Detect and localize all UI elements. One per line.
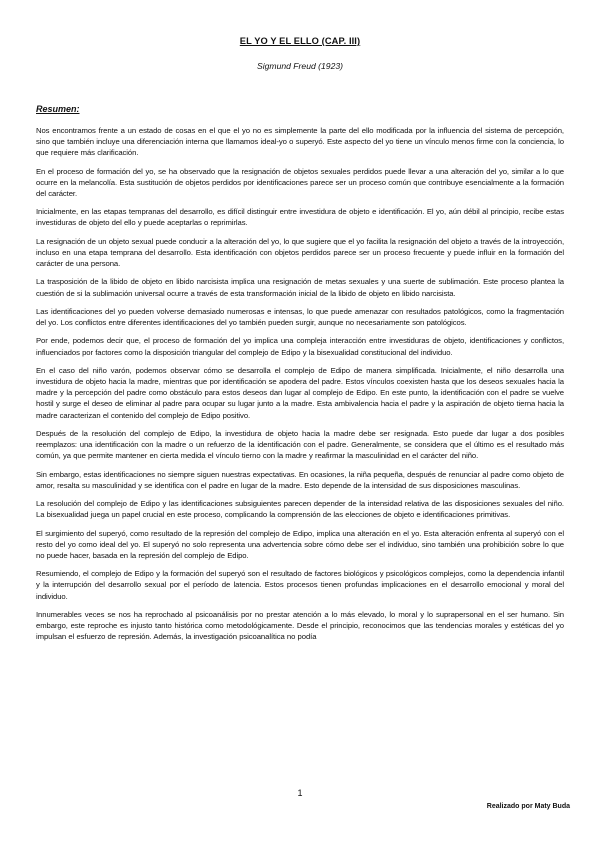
paragraph-4: La resignación de un objeto sexual puede conducir a la alteración del yo, lo que sugiere que el yo facilita la resignación del objeto a través de la introyección, incluso en una etapa temprana del desarrollo. Esta identificación con objetos perdidos parece ser un proceso frecuente y puede influir en la formación del carácter de una persona. (36, 236, 564, 269)
paragraph-13: Resumiendo, el complejo de Edipo y la formación del superyó son el resultado de factores biológicos y psicológicos complejos, como la dependencia infantil y la interrupción del desarrollo sexual por el período de latencia. Estos procesos tienen profundas implicaciones en el desarrollo emocional y moral del individuo. (36, 569, 564, 601)
paragraph-8: En el caso del niño varón, podemos observar cómo se desarrolla el complejo de Edipo de manera simplificada. Inicialmente, el niño desarrolla una investidura de objeto hacia la madre, mientras que por identificación se apodera del padre. Estos vínculos coexisten hasta que los deseos sexuales hacia la madre y la percepción del padre como obstáculo para estos deseos dan lugar al complejo de Edipo. En este punto, la identificación con el padre se vuelve hostil y surge el deseo de eliminar al padre para ocupar su lugar junto a la madre. Esta ambivalencia hacia el padre y la aspiración de objeto tierna hacia la madre caracterizan el contenido del complejo de Edipo positivo. (36, 365, 564, 420)
author-credit: Realizado por Maty Buda (486, 803, 570, 810)
document-body (36, 125, 564, 650)
paragraph-11: La resolución del complejo de Edipo y las identificaciones subsiguientes parecen depender de la intensidad relativa de las disposiciones sexuales del niño. La bisexualidad juega un papel crucial en este proceso, complicando la comprensión de las elecciones de objeto e identificaciones primitivas. (36, 499, 564, 520)
summary-heading: Resumen: (36, 104, 80, 114)
paragraph-5: La trasposición de la libido de objeto en libido narcisista implica una resignación de metas sexuales y una suerte de sublimación. Este proceso plantea la cuestión de si la sublimación universal ocurre a través de esta transformación inicial de la libido de objeto en libido narcisista. (36, 277, 564, 298)
paragraph-9: Después de la resolución del complejo de Edipo, la investidura de objeto hacia la madre debe ser resignada. Esto puede dar lugar a dos posibles reemplazos: una identificación con la madre o un refuerzo de la identificación con el padre. Generalmente, se considera que el último es el resultado más común, ya que permite mantener en cierta medida el vínculo tierno con la madre y reafirmar la masculinidad en el carácter del niño. (36, 428, 564, 461)
paragraph-6: Las identificaciones del yo pueden volverse demasiado numerosas e intensas, lo que puede amenazar con resultados patológicos, como la fragmentación del yo. Los conflictos entre diferentes identificaciones del yo también pueden surgir, aunque no necesariamente son patológicos. (36, 306, 564, 328)
paragraph-7: Por ende, podemos decir que, el proceso de formación del yo implica una compleja interacción entre investiduras de objeto, identificaciones y conflictos, influenciados por factores como la disposición triangular del complejo de Edipo y la bisexualidad constitucional del individuo. (36, 336, 564, 357)
paragraph-1: Nos encontramos frente a un estado de cosas en el que el yo no es simplemente la parte del ello modificada por la influencia del sistema de percepción, sino que también incluye una diferenciación interna que llamamos ideal-yo o superyó. Este aspecto del yo tiene un vínculo menos firme con la conciencia, lo que requiere más clarificación. (36, 126, 564, 158)
paragraph-12: El surgimiento del superyó, como resultado de la represión del complejo de Edipo, implica una alteración en el yo. Esta alteración enfrenta al superyó con el resto del yo como ideal del yo. El superyó no solo representa una advertencia sobre cómo debe ser el individuo, sino también una prohibición sobre lo que no puede hacer, basada en la represión del complejo de Edipo. (36, 528, 564, 560)
document-title: EL YO Y EL ELLO (CAP. III) (239, 36, 361, 46)
paragraph-3: Inicialmente, en las etapas tempranas del desarrollo, es difícil distinguir entre investidura de objeto e identificación. El yo, aún débil al principio, recibe estas investiduras de objeto del ello y puede aceptarlas o reprimirlas. (36, 207, 564, 228)
paragraph-2: En el proceso de formación del yo, se ha observado que la resignación de objetos sexuales perdidos puede llevar a una alteración del yo, similar a lo que ocurre en la melancolía. Esta sustitución de objetos perdidos por identificaciones parece ser un proceso común que contribuye esencialmente a la formación del carácter. (36, 166, 564, 198)
paragraph-14: Innumerables veces se nos ha reprochado al psicoanálisis por no prestar atención a lo más elevado, lo moral y lo suprapersonal en el ser humano. Sin embargo, este reproche es injusto tanto histórica como metodológicamente. Desde el principio, reconocimos que las tendencias morales y estéticas del yo impulsan el esfuerzo de represión. Además, la investigación psicoanalítica no podía (36, 609, 564, 642)
paragraph-10: Sin embargo, estas identificaciones no siempre siguen nuestras expectativas. En ocasiones, la niña pequeña, después de renunciar al padre como objeto de amor, resalta su masculinidad y se identifica con el padre en lugar de la madre. Esto depende de la intensidad de sus disposiciones masculinas. (36, 469, 564, 490)
document-author: Sigmund Freud (1923) (257, 61, 343, 71)
page-number: 1 (297, 788, 303, 798)
